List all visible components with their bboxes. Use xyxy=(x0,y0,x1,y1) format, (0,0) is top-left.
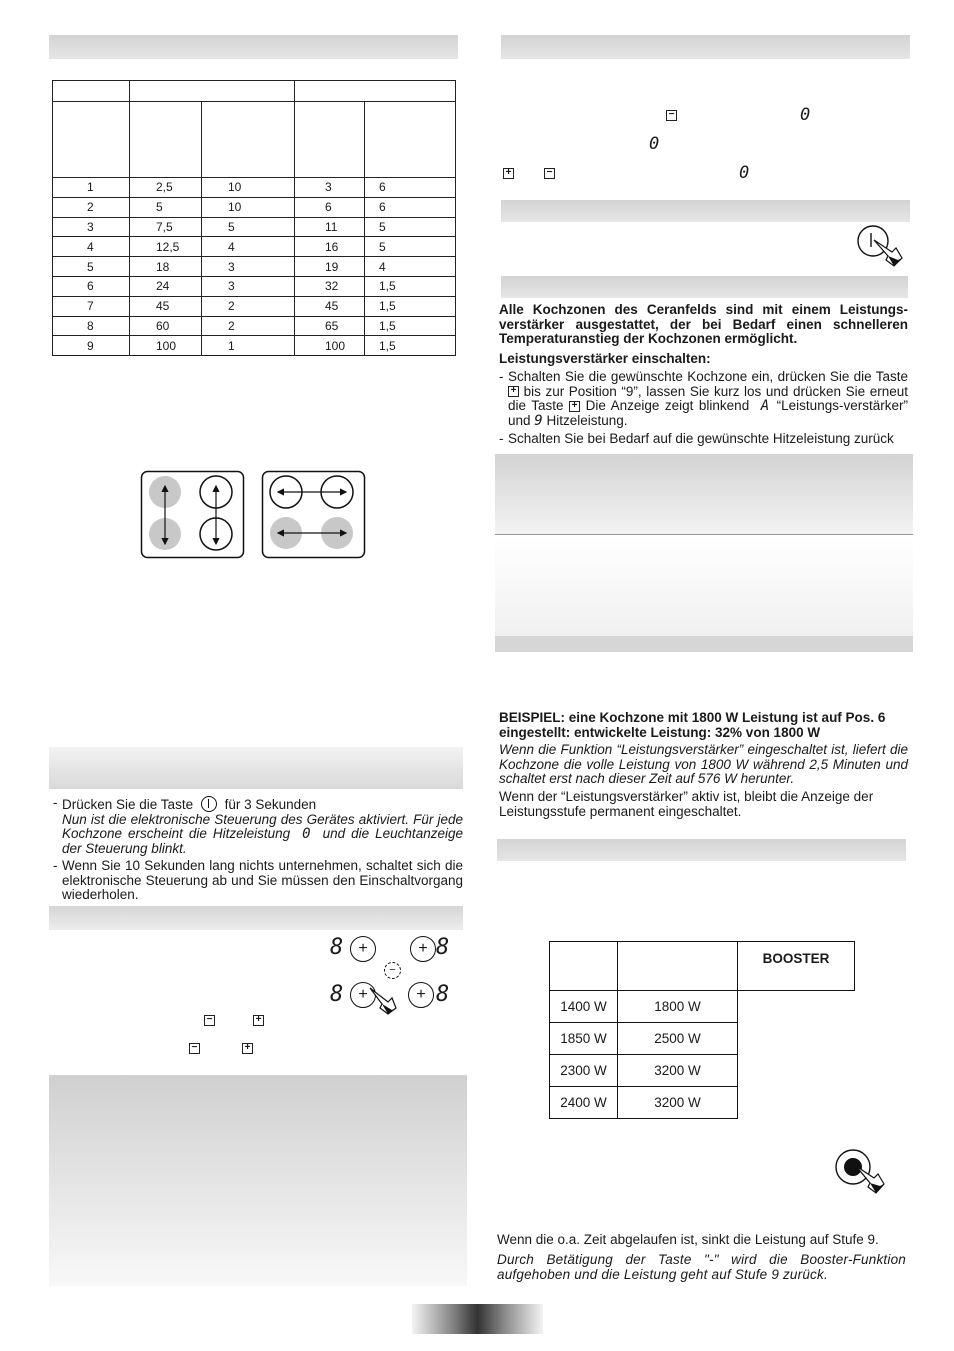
table-cell: 1,5 xyxy=(365,296,456,316)
table-cell: 9 xyxy=(53,336,130,356)
plus-key-icon: + xyxy=(253,1015,264,1026)
table-cell: 3 xyxy=(202,276,295,296)
table-cell: 4 xyxy=(53,237,130,257)
example-note: Wenn der “Leistungsverstärker” aktiv ist, bleibt die Anzeige der Leistungsstufe permanent eingeschaltet. xyxy=(499,789,874,819)
table-cell: 4 xyxy=(202,237,295,257)
minus-key-icon: − xyxy=(544,168,555,179)
zero-display-icon: 0 xyxy=(800,105,811,125)
example-italic: Wenn die Funktion “Leistungsverstärker” eingeschaltet ist, liefert die Kochzone die volle Leistung von 1800 W während 2,5 Minuten und schaltet erst nach dieser Zeit auf 576 W herunter. xyxy=(499,742,908,786)
table-cell: 10 xyxy=(202,178,295,198)
table-cell: 60 xyxy=(130,316,202,336)
display-digit: 8 xyxy=(436,935,450,960)
booster-table-row xyxy=(550,1087,855,1119)
booster-step-1-text-d: “Leistungs-verstärker” und xyxy=(508,398,908,428)
on-step-2: - Wenn Sie 10 Sekunden lang nichts unternehmen, schaltet sich die elektronische Steuerung ab und Sie müssen den Einschaltvorgang wiederholen. xyxy=(53,858,463,902)
table-cell: 45 xyxy=(295,296,365,316)
booster-step-1-text-a: Schalten Sie die gewünschte Kochzone ein, drücken Sie die Taste xyxy=(508,369,908,384)
booster-table-cell: 3200 W xyxy=(618,1087,738,1119)
table-cell: 4 xyxy=(365,257,456,277)
booster-table-row xyxy=(550,991,855,1023)
booster-table xyxy=(549,941,855,1119)
booster-step-1: - Schalten Sie die gewünschte Kochzone ein, drücken Sie die Taste + bis zur Position “9”, lassen Sie kurz los und drücken Sie erneut die Taste + Die Anzeige zeigt blinkend A “Leistungs-verstärker” und 9 Hitzeleistung. xyxy=(499,369,908,429)
grey-info-box xyxy=(495,454,913,535)
booster-table-cell: 2400 W xyxy=(550,1087,618,1119)
section-header-bar xyxy=(501,35,910,59)
on-step-1: - Drücken Sie die Taste für 3 Sekunden Nun ist die elektronische Steuerung des Gerätes aktiviert. Für jede Kochzone erscheint die Hitzeleistung 0 und die Leuchtanzeige der Steuerung blinkt. xyxy=(53,795,463,856)
table-row xyxy=(53,316,456,336)
table-cell: 7 xyxy=(53,296,130,316)
table-cell: 19 xyxy=(295,257,365,277)
table-cell: 3 xyxy=(53,217,130,237)
booster-table-header xyxy=(550,942,855,991)
hob-left xyxy=(142,472,244,558)
table-cell: 5 xyxy=(130,197,202,217)
table-cell: 16 xyxy=(295,237,365,257)
booster-table-row xyxy=(550,1023,855,1055)
section-header-bar xyxy=(49,35,458,59)
plus-key-icon: + xyxy=(242,1043,253,1054)
section-header-bar xyxy=(501,200,910,222)
table-cell: 24 xyxy=(130,276,202,296)
display-digit: 8 xyxy=(436,982,450,1007)
minus-key-icon: − xyxy=(204,1015,215,1026)
finger-press-icon xyxy=(368,984,398,1016)
zero-display-icon: 0 xyxy=(739,163,750,183)
grey-divider-bar xyxy=(495,636,913,652)
table-cell: 3 xyxy=(202,257,295,277)
display-digit: 8 xyxy=(330,982,344,1007)
table-cell: 2 xyxy=(53,197,130,217)
booster-table-cell: 1800 W xyxy=(618,991,738,1023)
table-cell: 1,5 xyxy=(365,316,456,336)
plus-key-icon: + xyxy=(503,168,514,179)
minus-key-icon: − xyxy=(189,1043,200,1054)
table-cell: 5 xyxy=(365,237,456,257)
timer-icon: − xyxy=(384,962,401,979)
booster-step-1-text-c: Die Anzeige zeigt blinkend xyxy=(585,398,750,413)
table-cell: 8 xyxy=(53,316,130,336)
plus-key-icon: + xyxy=(569,401,580,412)
table-cell: 1 xyxy=(202,336,295,356)
table-cell: 2,5 xyxy=(130,178,202,198)
footer-line-1: Wenn die o.a. Zeit abgelaufen ist, sinkt die Leistung auf Stufe 9. xyxy=(497,1232,879,1247)
booster-press-icon xyxy=(834,1148,894,1196)
booster-intro: Alle Kochzonen des Ceranfelds sind mit einem Leistungs-verstärker ausgestattet, der bei Bedarf einen schnelleren Temperaturanstieg der Kochzonen ermöglicht. xyxy=(499,302,908,346)
table-cell: 65 xyxy=(295,316,365,336)
table-row xyxy=(53,197,456,217)
table-row xyxy=(53,336,456,356)
table-cell: 1,5 xyxy=(365,276,456,296)
footer-line-2: Durch Betätigung der Taste "-" wird die Booster-Funktion aufgehoben und die Leistung geht auf Stufe 9 zurück. xyxy=(497,1252,906,1282)
table-cell: 6 xyxy=(365,178,456,198)
table-cell: 100 xyxy=(295,336,365,356)
booster-step-2-text: Schalten Sie bei Bedarf auf die gewünschte Hitzeleistung zurück xyxy=(508,431,894,446)
plus-key-icon: + xyxy=(410,936,436,962)
table-cell: 5 xyxy=(53,257,130,277)
booster-on-title: Leistungsverstärker einschalten: xyxy=(499,351,711,366)
table-cell: 18 xyxy=(130,257,202,277)
plus-key-icon: + xyxy=(350,982,376,1008)
table-row xyxy=(53,178,456,198)
table-cell: 12,5 xyxy=(130,237,202,257)
minus-key-icon: − xyxy=(666,110,677,121)
zero-display-icon: 0 xyxy=(649,134,660,154)
table-cell: 100 xyxy=(130,336,202,356)
table-cell: 2 xyxy=(202,296,295,316)
control-panel-illustration xyxy=(322,932,462,1018)
booster-table-cell: 1400 W xyxy=(550,991,618,1023)
table-row xyxy=(53,257,456,277)
on-step-1-suffix: für 3 Sekunden xyxy=(224,797,317,812)
table-subheader-row xyxy=(53,102,456,178)
booster-table-row xyxy=(550,1055,855,1087)
table-cell: 6 xyxy=(365,197,456,217)
table-cell: 45 xyxy=(130,296,202,316)
booster-step-1-text-e: Hitzeleistung. xyxy=(546,412,628,428)
booster-table-cell: 2500 W xyxy=(618,1023,738,1055)
on-step-2-text: Wenn Sie 10 Sekunden lang nichts unternehmen, schaltet sich die elektronische Steuerung ab und Sie müssen den Einschaltvorgang wiederholen. xyxy=(62,858,463,902)
table-cell: 10 xyxy=(202,197,295,217)
grey-info-box xyxy=(495,536,913,652)
booster-table-cell: 2300 W xyxy=(550,1055,618,1087)
table-cell: 11 xyxy=(295,217,365,237)
table-row xyxy=(53,237,456,257)
zero-display-icon: 0 xyxy=(302,826,311,842)
plus-key-icon: + xyxy=(408,982,434,1008)
section-header-bar xyxy=(497,839,906,861)
display-digit: 8 xyxy=(330,935,344,960)
nine-display-icon: 9 xyxy=(534,412,543,429)
table-row xyxy=(53,276,456,296)
table-cell: 1 xyxy=(53,178,130,198)
booster-header: BOOSTER xyxy=(738,942,855,991)
booster-step-2: - Schalten Sie bei Bedarf auf die gewünschte Hitzeleistung zurück xyxy=(499,432,919,447)
table-cell: 1,5 xyxy=(365,336,456,356)
table-cell: 5 xyxy=(202,217,295,237)
booster-table-cell: 3200 W xyxy=(618,1055,738,1087)
hob-diagram xyxy=(140,470,366,560)
section-header-bar xyxy=(501,276,908,298)
power-key-icon xyxy=(201,796,217,812)
table-cell: 3 xyxy=(295,178,365,198)
table-cell: 5 xyxy=(365,217,456,237)
plus-key-icon: + xyxy=(508,386,519,397)
page-number-tab xyxy=(412,1304,543,1334)
section-header-bar xyxy=(49,747,463,789)
booster-a-display-icon: A xyxy=(760,398,770,414)
cooking-level-table xyxy=(52,80,456,356)
on-step-1-note-end: und die Leuchtanzeige der Steuerung blinkt. xyxy=(62,826,463,856)
table-cell: 6 xyxy=(295,197,365,217)
hob-right xyxy=(263,472,365,558)
on-step-1-text: Drücken Sie die Taste xyxy=(62,797,194,812)
booster-step-1-text-b: bis zur Position “9”, lassen Sie kurz los und drücken Sie erneut die Taste xyxy=(508,383,908,413)
table-cell: 32 xyxy=(295,276,365,296)
booster-table-cell: 1850 W xyxy=(550,1023,618,1055)
plus-key-icon: + xyxy=(350,936,376,962)
table-cell: 7,5 xyxy=(130,217,202,237)
on-step-1-note: Nun ist die elektronische Steuerung des Gerätes aktiviert. Für jede Kochzone erscheint die Hitzeleistung xyxy=(62,811,463,841)
table-row xyxy=(53,217,456,237)
grey-info-box xyxy=(49,1075,467,1286)
table-cell: 2 xyxy=(202,316,295,336)
table-cell: 6 xyxy=(53,276,130,296)
table-header-row xyxy=(53,81,456,102)
example-bold: BEISPIEL: eine Kochzone mit 1800 W Leistung ist auf Pos. 6 eingestellt: entwickelte Leistung: 32% von 1800 W xyxy=(499,710,886,740)
table-row xyxy=(53,296,456,316)
power-press-icon xyxy=(856,224,912,268)
section-header-bar xyxy=(49,906,463,930)
